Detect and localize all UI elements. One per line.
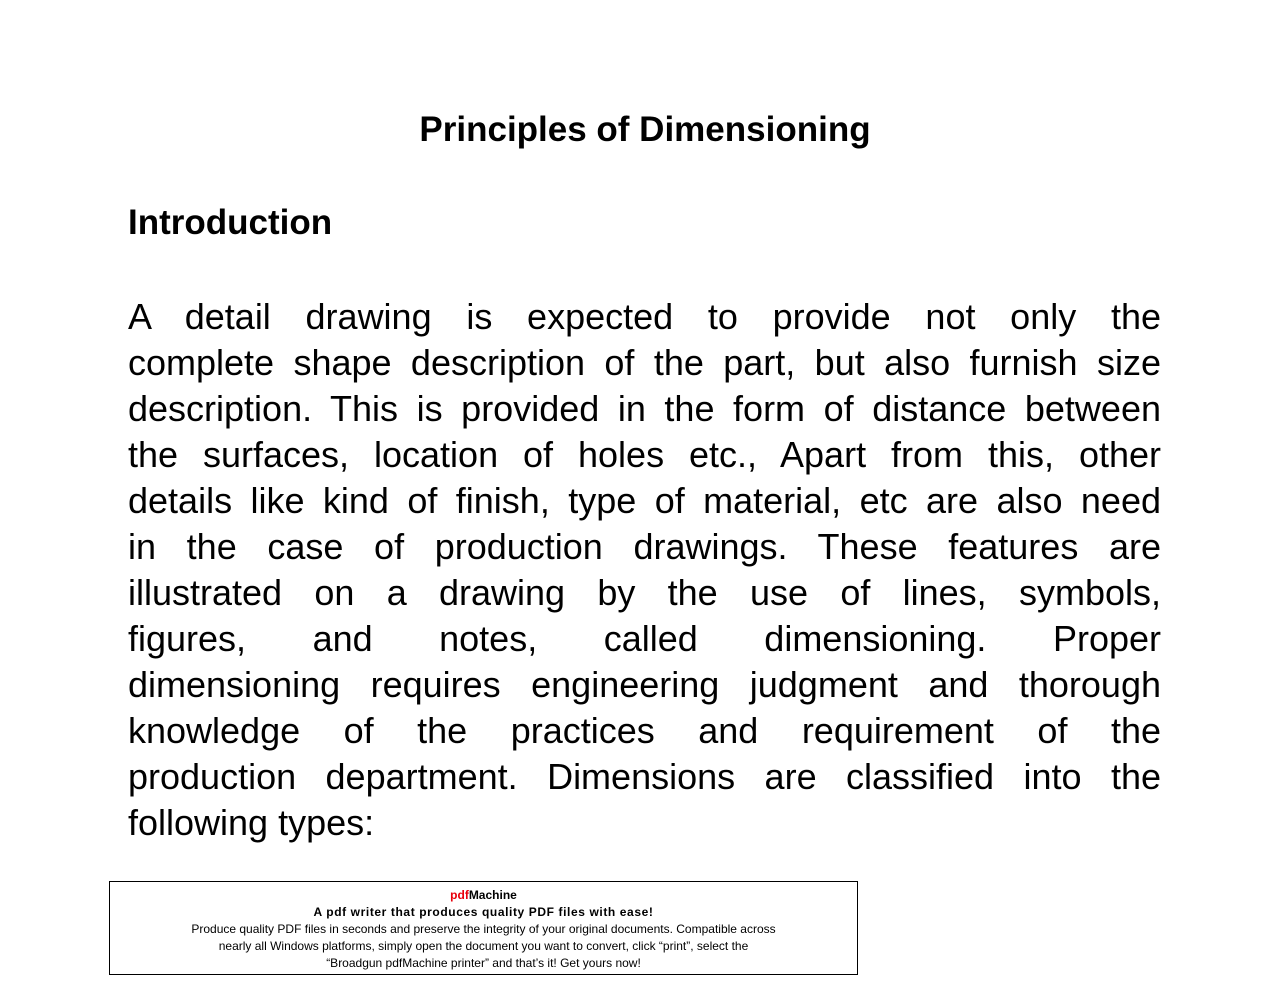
ad-brand-suffix: Machine	[468, 888, 517, 902]
paragraph-line: dimensioning requires engineering judgment and thorough	[128, 664, 1161, 705]
pdfmachine-footer-ad	[109, 881, 858, 975]
ad-tagline: A pdf writer that produces quality PDF files with ease!	[313, 905, 654, 919]
paragraph-line: in the case of production drawings. These features are	[128, 526, 1161, 567]
paragraph-line: details like kind of finish, type of material, etc are also need	[128, 480, 1161, 521]
paragraph-line: following types:	[128, 802, 375, 843]
paragraph-line: complete shape description of the part, but also furnish size	[128, 342, 1161, 383]
paragraph-line: illustrated on a drawing by the use of lines, symbols,	[128, 572, 1161, 613]
ad-text-line: nearly all Windows platforms, simply open the document you want to convert, click “print”, select the	[218, 939, 749, 953]
ad-brand-logo	[110, 887, 857, 904]
ad-brand-prefix: pdf	[450, 888, 469, 902]
paragraph-line: A detail drawing is expected to provide not only the	[128, 296, 1161, 337]
paragraph-line: the surfaces, location of holes etc., Apart from this, other	[128, 434, 1161, 475]
paragraph-line: knowledge of the practices and requirement of the	[128, 710, 1161, 751]
introduction-paragraph	[128, 294, 1161, 846]
ad-text-line: “Broadgun pdfMachine printer” and that’s it! Get yours now!	[326, 956, 641, 970]
ad-text-line: Produce quality PDF files in seconds and preserve the integrity of your original documents. Compatible across	[191, 922, 776, 936]
paragraph-line: description. This is provided in the form of distance between	[128, 388, 1161, 429]
paragraph-line: production department. Dimensions are classified into the	[128, 756, 1161, 797]
section-heading-introduction: Introduction	[128, 203, 333, 242]
page-title: Principles of Dimensioning	[419, 110, 871, 149]
paragraph-line: figures, and notes, called dimensioning. Proper	[128, 618, 1161, 659]
